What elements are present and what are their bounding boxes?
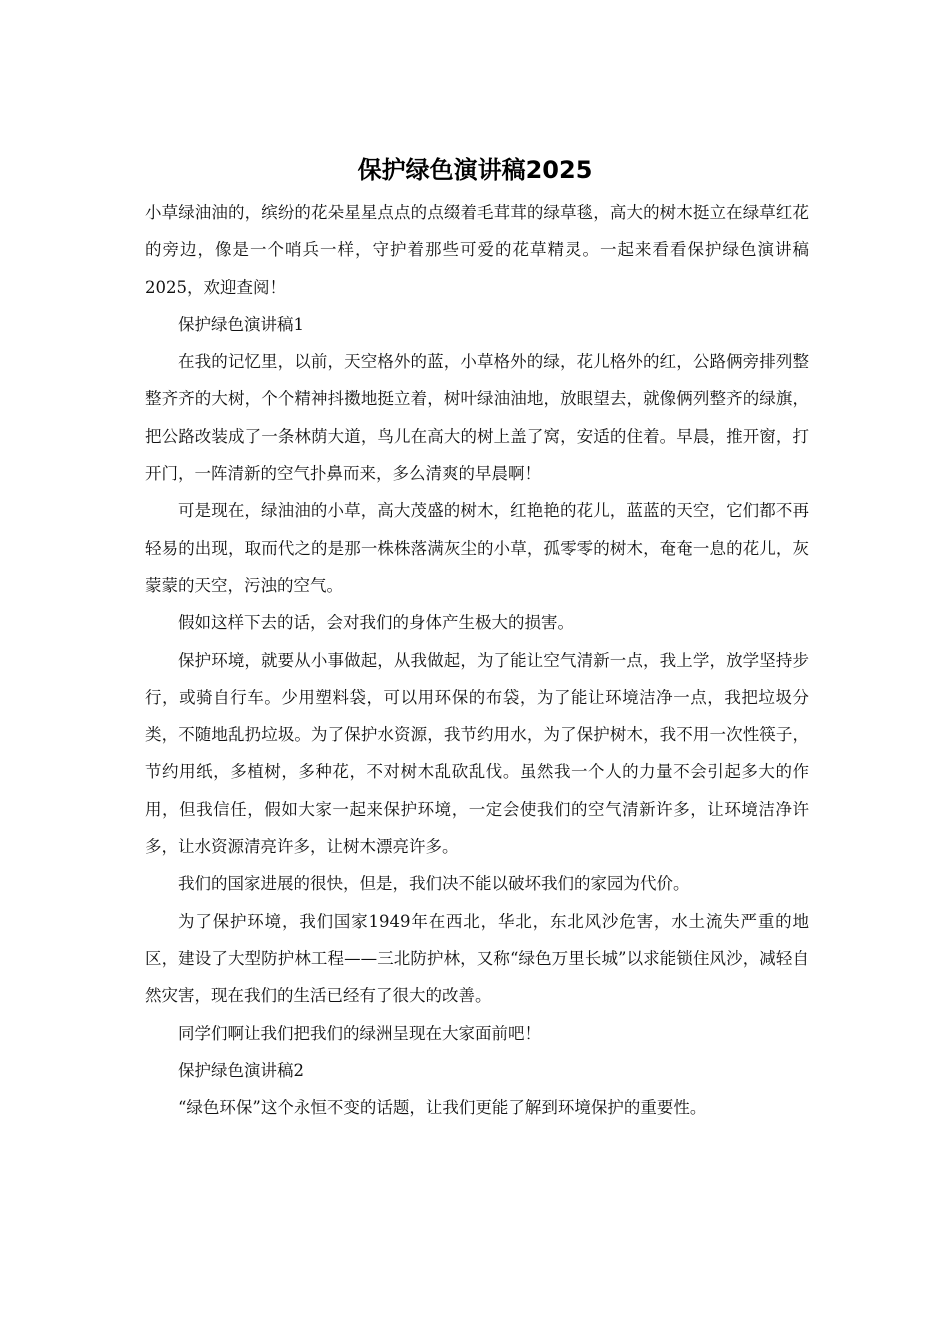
paragraph: 为了保护环境，我们国家1949年在西北，华北，东北风沙危害，水土流失严重的地区，建设了大型防护林工程——三北防护林，又称“绿色万里长城”以求能锁住风沙，减轻自然灾害，现在我们的生活已经有了很大的改善。 (145, 911, 809, 1006)
section-heading-2: 保护绿色演讲稿2 (178, 1060, 304, 1080)
document-body (145, 194, 809, 1126)
paragraph: 可是现在，绿油油的小草，高大茂盛的树木，红艳艳的花儿，蓝蓝的天空，它们都不再轻易的出现，取而代之的是那一株株落满灰尘的小草，孤零零的树木，奄奄一息的花儿，灰蒙蒙的天空，污浊的空气。 (145, 501, 809, 595)
document-title: 保护绿色演讲稿2025 (357, 156, 593, 184)
section-heading-1: 保护绿色演讲稿1 (178, 314, 304, 334)
paragraph: “绿色环保”这个永恒不变的话题，让我们更能了解到环境保护的重要性。 (178, 1098, 707, 1118)
paragraph: 我们的国家进展的很快，但是，我们决不能以破坏我们的家园为代价。 (178, 874, 690, 894)
paragraph: 假如这样下去的话，会对我们的身体产生极大的损害。 (178, 613, 574, 633)
paragraph: 保护环境，就要从小事做起，从我做起，为了能让空气清新一点，我上学，放学坚持步行，或骑自行车。少用塑料袋，可以用环保的布袋，为了能让环境洁净一点，我把垃圾分类，不随地乱扔垃圾。为了保护水资源，我节约用水，为了保护树木，我不用一次性筷子，节约用纸，多植树，多种花，不对树木乱砍乱伐。虽然我一个人的力量不会引起多大的作用，但我信任，假如大家一起来保护环境，一定会使我们的空气清新许多，让环境洁净许多，让水资源清亮许多，让树木漂亮许多。 (145, 650, 809, 857)
intro-paragraph: 小草绿油油的，缤纷的花朵星星点点的点缀着毛茸茸的绿草毯，高大的树木挺立在绿草红花的旁边，像是一个哨兵一样，守护着那些可爱的花草精灵。一起来看看保护绿色演讲稿2025，欢迎查阅！ (145, 203, 809, 297)
paragraph: 在我的记忆里，以前，天空格外的蓝，小草格外的绿，花儿格外的红，公路俩旁排列整整齐齐的大树，个个精神抖擞地挺立着，树叶绿油油地，放眼望去，就像俩列整齐的绿旗，把公路改装成了一条林荫大道，鸟儿在高大的树上盖了窝，安适的住着。早晨，推开窗，打开门，一阵清新的空气扑鼻而来，多么清爽的早晨啊！ (145, 352, 809, 484)
paragraph: 同学们啊让我们把我们的绿洲呈现在大家面前吧！ (178, 1023, 541, 1043)
